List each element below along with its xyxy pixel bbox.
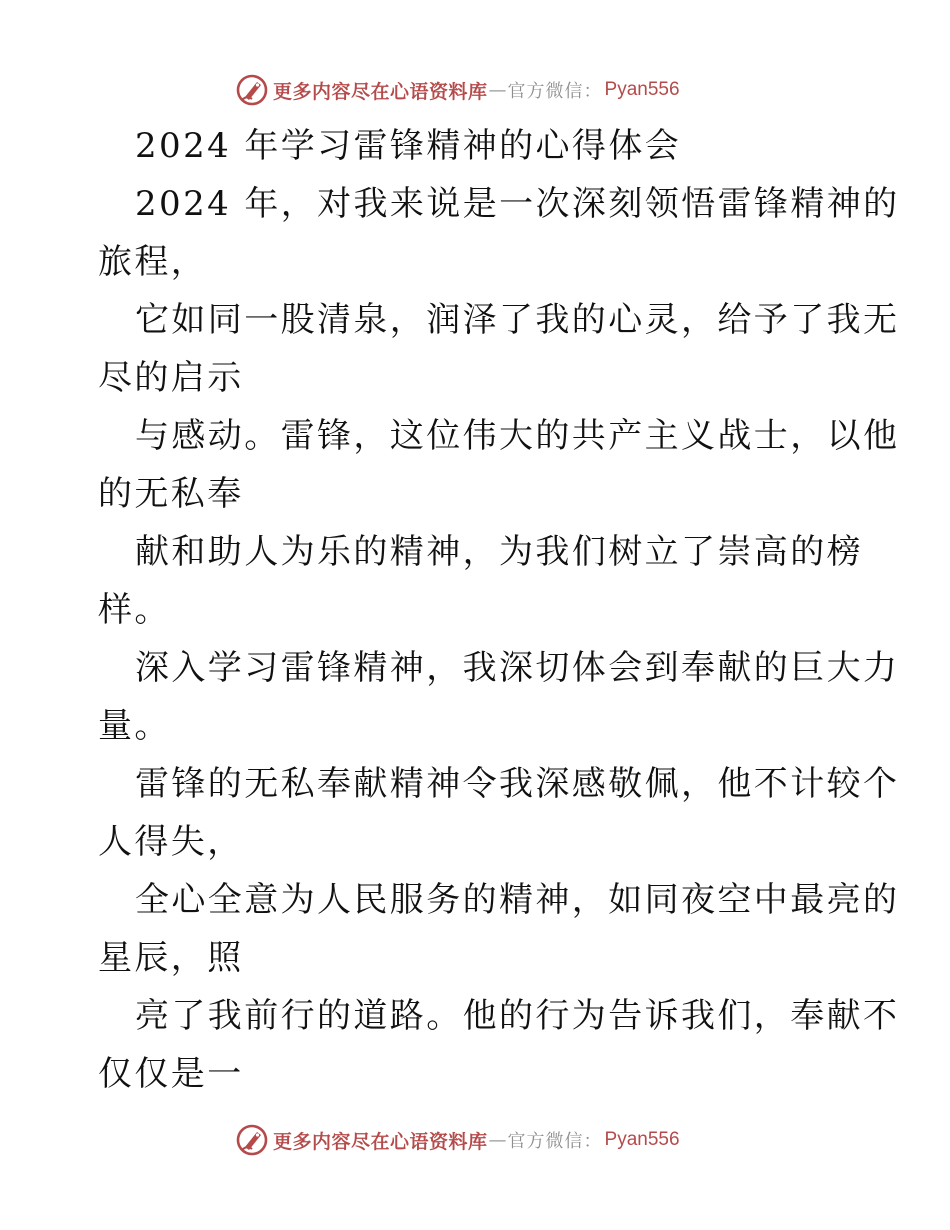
text-line: 与感动。雷锋，这位伟大的共产主义战士，以他 [135, 416, 900, 456]
header-separator: — [488, 79, 507, 101]
header-wechat-label: 官方微信： [507, 81, 603, 102]
text-line: 雷锋的无私奉献精神令我深感敬佩，他不计较个 [135, 764, 900, 804]
header-brand-text: 更多内容尽在心语资料库 [273, 80, 488, 103]
text-line: 人得失， [98, 822, 244, 862]
text-line: 它如同一股清泉，润泽了我的心灵，给予了我无 [135, 300, 900, 340]
text-line: 旅程， [98, 242, 208, 282]
pen-nib-logo-icon [235, 73, 269, 107]
header-wechat-id: Pyan556 [604, 79, 680, 100]
text-line: 尽的启示 [98, 358, 244, 398]
text-line: 仅仅是一 [98, 1054, 244, 1094]
text-line: 的无私奉 [98, 474, 244, 514]
footer-wechat-label: 官方微信： [507, 1131, 603, 1152]
document-title: 2024 年学习雷锋精神的心得体会 [135, 126, 682, 166]
text-line: 样。 [98, 590, 171, 630]
text-line: 全心全意为人民服务的精神，如同夜空中最亮的 [135, 880, 900, 920]
text-line: 2024 年，对我来说是一次深刻领悟雷锋精神的 [135, 184, 900, 224]
text-line: 献和助人为乐的精神，为我们树立了崇高的榜 [135, 532, 863, 572]
pen-nib-logo-icon [235, 1123, 269, 1157]
text-line: 星辰，照 [98, 938, 244, 978]
text-line: 量。 [98, 706, 171, 746]
footer-separator: — [488, 1129, 507, 1151]
text-line: 深入学习雷锋精神，我深切体会到奉献的巨大力 [135, 648, 900, 688]
footer-banner [235, 1122, 680, 1158]
text-line: 亮了我前行的道路。他的行为告诉我们，奉献不 [135, 996, 900, 1036]
header-banner [235, 72, 680, 108]
footer-wechat-id: Pyan556 [604, 1129, 680, 1150]
footer-brand-text: 更多内容尽在心语资料库 [273, 1130, 488, 1153]
